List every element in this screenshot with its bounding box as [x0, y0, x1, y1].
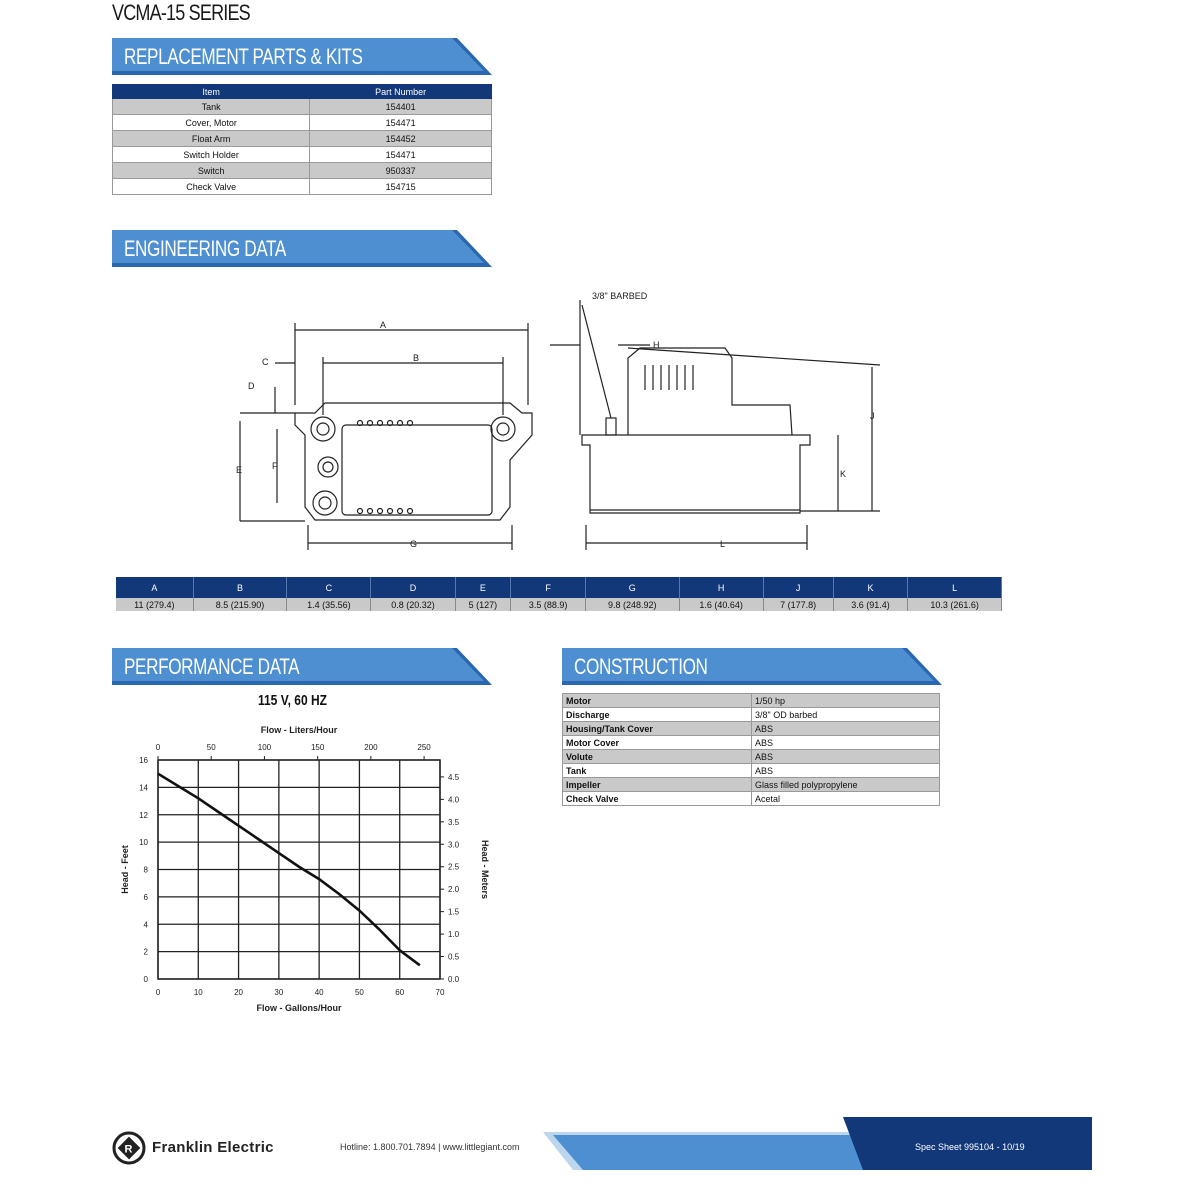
spec-sheet-id: Spec Sheet 995104 - 10/19	[915, 1142, 1025, 1152]
section-banner-construction	[562, 648, 942, 685]
y-tick-label: 0	[143, 975, 148, 984]
construction-label: Discharge	[563, 708, 752, 722]
construction-label: Volute	[563, 750, 752, 764]
table-row	[563, 694, 940, 708]
section-banner-performance	[112, 648, 492, 685]
drawing-label-h: H	[653, 340, 660, 350]
table-row	[116, 598, 1002, 611]
series-title: VCMA-15 SERIES	[112, 0, 250, 25]
part-number: 154471	[310, 147, 492, 163]
table-row	[113, 147, 492, 163]
construction-value: ABS	[752, 764, 940, 778]
top-tick-label: 150	[310, 743, 325, 752]
drawing-label-g: G	[410, 539, 418, 549]
dim-value: 1.6 (40.64)	[679, 598, 763, 611]
dim-value: 10.3 (261.6)	[908, 598, 1002, 611]
drawing-label-d: D	[248, 381, 255, 391]
construction-label: Check Valve	[563, 792, 752, 806]
construction-label: Tank	[563, 764, 752, 778]
table-row	[113, 115, 492, 131]
part-item: Tank	[113, 99, 310, 115]
construction-value: ABS	[752, 750, 940, 764]
right-tick-label: 0.5	[448, 952, 460, 962]
dim-value: 3.5 (88.9)	[511, 598, 586, 611]
engineering-drawing	[220, 285, 900, 565]
drawing-label-l: L	[720, 539, 726, 549]
y-tick-label: 8	[143, 865, 148, 875]
top-tick-label: 250	[417, 743, 431, 752]
top-tick-label: 50	[206, 743, 216, 752]
section-title: PERFORMANCE DATA	[124, 654, 300, 679]
dim-value: 7 (177.8)	[763, 598, 833, 611]
top-view-port	[323, 462, 333, 472]
dim-value: 8.5 (215.90)	[193, 598, 287, 611]
y-tick-label: 10	[139, 838, 148, 848]
construction-value: ABS	[752, 736, 940, 750]
part-item: Switch Holder	[113, 147, 310, 163]
x-tick-label: 30	[274, 988, 284, 997]
x-tick-label: 50	[354, 988, 364, 997]
right-tick-label: 1.0	[448, 930, 460, 940]
right-tick-label: 2.5	[448, 862, 460, 872]
section-title: REPLACEMENT PARTS & KITS	[124, 44, 363, 69]
table-row	[113, 131, 492, 147]
dim-header: K	[833, 577, 908, 598]
part-number: 950337	[310, 163, 492, 179]
dim-value: 0.8 (20.32)	[371, 598, 455, 611]
chart-title: 115 V, 60 HZ	[258, 692, 327, 709]
dim-header: B	[193, 577, 287, 598]
drawing-label-b: B	[413, 353, 420, 363]
barbed-label: 3/8" BARBED	[592, 291, 648, 301]
y-axis-title: Head - Feet	[120, 845, 130, 894]
right-tick-label: 3.5	[448, 817, 460, 827]
top-view-inner	[342, 425, 492, 515]
construction-label: Housing/Tank Cover	[563, 722, 752, 736]
drawing-label-c: C	[262, 357, 269, 367]
construction-label: Motor	[563, 694, 752, 708]
x-tick-label: 70	[435, 988, 445, 997]
drawing-label-f: F	[272, 461, 278, 471]
section-title: CONSTRUCTION	[574, 654, 708, 679]
table-row	[563, 736, 940, 750]
table-row	[563, 778, 940, 792]
part-number: 154715	[310, 179, 492, 195]
top-tick-label: 100	[257, 743, 272, 752]
vent-holes	[358, 421, 413, 514]
drawing-label-j: J	[870, 411, 875, 421]
top-view-port	[491, 417, 515, 441]
x-tick-label: 20	[234, 988, 244, 997]
part-number: 154401	[310, 99, 492, 115]
x-tick-label: 40	[314, 988, 324, 997]
dim-header: L	[908, 577, 1002, 598]
drawing-label-a: A	[380, 320, 387, 330]
top-view-port	[319, 497, 331, 509]
construction-label: Motor Cover	[563, 736, 752, 750]
dim-header: J	[763, 577, 833, 598]
construction-value: 3/8" OD barbed	[752, 708, 940, 722]
top-view-port	[313, 491, 337, 515]
top-view-port	[497, 423, 509, 435]
barbed-leader	[582, 305, 611, 418]
drawing-label-k: K	[840, 469, 847, 479]
x-axis-title: Flow - Gallons/Hour	[256, 1003, 342, 1013]
right-tick-label: 0.0	[448, 975, 460, 984]
y-tick-label: 4	[143, 920, 148, 930]
x-tick-label: 10	[193, 988, 203, 997]
section-title: ENGINEERING DATA	[124, 236, 286, 261]
motor-vents	[645, 365, 693, 390]
table-row	[113, 99, 492, 115]
dim-header: A	[116, 577, 193, 598]
top-view-port	[318, 457, 338, 477]
top-tick-label: 200	[364, 743, 378, 752]
performance-chart	[110, 720, 490, 1020]
dim-value: 5 (127)	[455, 598, 511, 611]
parts-header-number: Part Number	[310, 85, 492, 99]
dim-header: G	[585, 577, 679, 598]
y-tick-label: 16	[139, 756, 148, 765]
table-row	[563, 750, 940, 764]
part-number: 154471	[310, 115, 492, 131]
construction-value: ABS	[752, 722, 940, 736]
dim-value: 11 (279.4)	[116, 598, 193, 611]
brand-name: Franklin Electric	[152, 1139, 274, 1156]
dim-header: E	[455, 577, 511, 598]
part-number: 154452	[310, 131, 492, 147]
dim-header: C	[287, 577, 371, 598]
franklin-logo-icon	[112, 1131, 146, 1165]
x-tick-label: 60	[395, 988, 405, 997]
footer-contact: Hotline: 1.800.701.7894 | www.littlegiant.com	[340, 1142, 520, 1152]
part-item: Switch	[113, 163, 310, 179]
dimensions-table	[116, 577, 1002, 611]
side-view-motor-cover	[628, 348, 792, 435]
table-row	[563, 792, 940, 806]
drawing-label-e: E	[236, 465, 243, 475]
dim-header: D	[371, 577, 455, 598]
construction-value: Glass filled polypropylene	[752, 778, 940, 792]
construction-table	[562, 693, 940, 806]
part-item: Float Arm	[113, 131, 310, 147]
y-tick-label: 6	[143, 892, 148, 902]
part-item: Cover, Motor	[113, 115, 310, 131]
table-row	[563, 722, 940, 736]
side-view-tank	[582, 435, 810, 513]
right-tick-label: 4.5	[448, 772, 460, 782]
section-banner-replacement	[112, 38, 492, 75]
top-axis-title: Flow - Liters/Hour	[260, 725, 338, 735]
construction-value: 1/50 hp	[752, 694, 940, 708]
section-banner-engineering	[112, 230, 492, 267]
table-row	[113, 163, 492, 179]
construction-label: Impeller	[563, 778, 752, 792]
right-tick-label: 4.0	[448, 795, 460, 805]
y-tick-label: 12	[139, 810, 148, 820]
dim-value: 1.4 (35.56)	[287, 598, 371, 611]
parts-table	[112, 84, 492, 195]
table-row	[563, 764, 940, 778]
dim-header: F	[511, 577, 586, 598]
barbed-outlet	[606, 418, 616, 435]
right-tick-label: 3.0	[448, 840, 460, 850]
y-tick-label: 14	[139, 783, 148, 793]
part-item: Check Valve	[113, 179, 310, 195]
y-axis-title-right: Head - Meters	[480, 839, 490, 900]
right-tick-label: 1.5	[448, 907, 460, 917]
top-view-port	[311, 417, 335, 441]
dim-value: 9.8 (248.92)	[585, 598, 679, 611]
right-tick-label: 2.0	[448, 885, 460, 895]
table-row	[113, 179, 492, 195]
table-row	[563, 708, 940, 722]
x-tick-label: 0	[155, 988, 161, 997]
parts-header-item: Item	[113, 85, 310, 99]
top-view-port	[317, 423, 329, 435]
dim-header: H	[679, 577, 763, 598]
svg-text:R: R	[124, 1143, 133, 1156]
construction-value: Acetal	[752, 792, 940, 806]
dim-value: 3.6 (91.4)	[833, 598, 908, 611]
top-tick-label: 0	[155, 743, 161, 752]
y-tick-label: 2	[143, 947, 148, 957]
